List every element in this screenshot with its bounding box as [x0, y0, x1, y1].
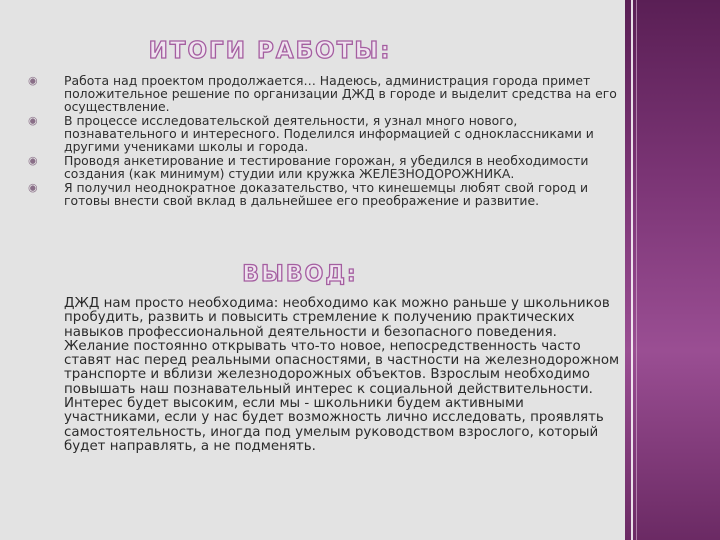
target-icon: ◉	[28, 114, 38, 127]
conclusion-title: ВЫВОД:	[242, 262, 358, 287]
list-item-text: Работа над проектом продолжается… Надеюсь, администрация города примет положительное решение по организации ДЖД в городе и выделит средства на его осуществление.	[64, 73, 617, 114]
list-item	[28, 114, 628, 153]
list-item	[28, 154, 628, 180]
list-item	[28, 74, 628, 113]
target-icon: ◉	[28, 154, 38, 167]
list-item-text: Я получил неоднократное доказательство, что кинешемцы любят свой город и готовы внести свой вклад в дальнейшее его преображение и развитие.	[64, 180, 589, 208]
conclusion-text: ДЖД нам просто необходима: необходимо как можно раньше у школьников пробудить, развить и повысить стремление к получению практических навыков профессиональной деятельности и безопасного поведения. Желание постоянно открывать что-то новое, непосредственность часто ставят нас перед реальными опасностями, в частности на железнодорожном транспорте и вблизи железнодорожных объектов. Взрослым необходимо повышать наш познавательный интерес к социальной действительности. Интерес будет высоким, если мы - школьники будем активными участниками, если у нас будет возможность лично исследовать, проявлять самостоятельность, иногда под умелым руководством взрослого, который будет направлять, а не подменять.	[64, 296, 620, 454]
results-list	[28, 74, 628, 208]
list-item	[28, 181, 628, 207]
target-icon: ◉	[28, 74, 38, 87]
sidebar-divider-line-thin	[636, 0, 637, 540]
target-icon: ◉	[28, 181, 38, 194]
list-item-text: В процессе исследовательской деятельности, я узнал много нового, познавательного и интересного. Поделился информацией с одноклассниками и другими учениками школы и города.	[64, 113, 594, 154]
decorative-sidebar	[625, 0, 720, 540]
sidebar-divider-line	[631, 0, 633, 540]
slide-title: ИТОГИ РАБОТЫ:	[148, 38, 392, 64]
list-item-text: Проводя анкетирование и тестирование горожан, я убедился в необходимости создания (как минимум) студии или кружка ЖЕЛЕЗНОДОРОЖНИКА.	[64, 153, 589, 181]
